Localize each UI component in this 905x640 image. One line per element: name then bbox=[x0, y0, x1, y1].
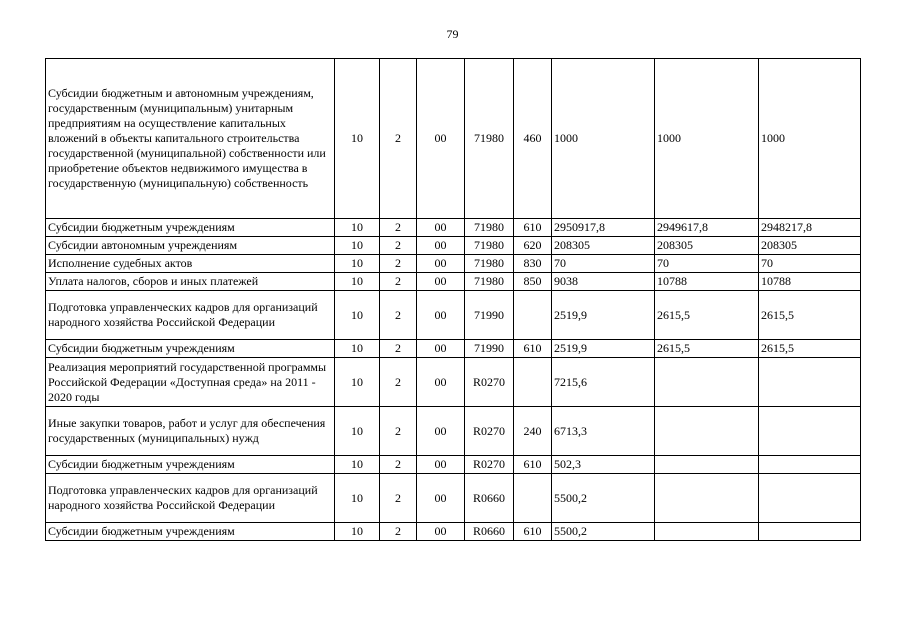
table-row bbox=[46, 255, 861, 273]
row-name: Субсидии бюджетным учреждениям bbox=[46, 456, 335, 474]
program-code: 00 bbox=[417, 358, 465, 407]
amount-year-1: 2519,9 bbox=[552, 291, 655, 340]
amount-year-2: 10788 bbox=[655, 273, 759, 291]
row-name: Подготовка управленческих кадров для организаций народного хозяйства Российской Федерации bbox=[46, 474, 335, 523]
amount-year-3 bbox=[759, 474, 861, 523]
row-name: Исполнение судебных актов bbox=[46, 255, 335, 273]
amount-year-1: 5500,2 bbox=[552, 474, 655, 523]
section-code: 10 bbox=[335, 407, 380, 456]
amount-year-1: 9038 bbox=[552, 273, 655, 291]
subsection-code: 2 bbox=[380, 340, 417, 358]
expense-type-code: 460 bbox=[514, 59, 552, 219]
section-code: 10 bbox=[335, 273, 380, 291]
amount-year-2: 208305 bbox=[655, 237, 759, 255]
program-code: 00 bbox=[417, 474, 465, 523]
program-code: 00 bbox=[417, 407, 465, 456]
amount-year-2 bbox=[655, 358, 759, 407]
amount-year-1: 208305 bbox=[552, 237, 655, 255]
amount-year-2: 2615,5 bbox=[655, 340, 759, 358]
amount-year-3: 2615,5 bbox=[759, 291, 861, 340]
program-code: 00 bbox=[417, 340, 465, 358]
subsection-code: 2 bbox=[380, 474, 417, 523]
table-row bbox=[46, 456, 861, 474]
amount-year-2 bbox=[655, 523, 759, 541]
amount-year-3: 10788 bbox=[759, 273, 861, 291]
section-code: 10 bbox=[335, 237, 380, 255]
amount-year-3 bbox=[759, 407, 861, 456]
amount-year-3: 70 bbox=[759, 255, 861, 273]
subsection-code: 2 bbox=[380, 358, 417, 407]
subsection-code: 2 bbox=[380, 523, 417, 541]
amount-year-3: 208305 bbox=[759, 237, 861, 255]
amount-year-1: 7215,6 bbox=[552, 358, 655, 407]
budget-table bbox=[45, 58, 861, 541]
table-row bbox=[46, 474, 861, 523]
amount-year-2 bbox=[655, 407, 759, 456]
table-row bbox=[46, 358, 861, 407]
amount-year-1: 2519,9 bbox=[552, 340, 655, 358]
target-article-code: 71980 bbox=[465, 59, 514, 219]
amount-year-2: 70 bbox=[655, 255, 759, 273]
subsection-code: 2 bbox=[380, 219, 417, 237]
table-row bbox=[46, 59, 861, 219]
target-article-code: 71980 bbox=[465, 255, 514, 273]
amount-year-3: 1000 bbox=[759, 59, 861, 219]
section-code: 10 bbox=[335, 59, 380, 219]
target-article-code: 71990 bbox=[465, 340, 514, 358]
expense-type-code: 830 bbox=[514, 255, 552, 273]
table-row bbox=[46, 273, 861, 291]
row-name: Иные закупки товаров, работ и услуг для обеспечения государственных (муниципальных) нужд bbox=[46, 407, 335, 456]
program-code: 00 bbox=[417, 523, 465, 541]
table-row bbox=[46, 523, 861, 541]
section-code: 10 bbox=[335, 474, 380, 523]
section-code: 10 bbox=[335, 291, 380, 340]
expense-type-code: 610 bbox=[514, 340, 552, 358]
section-code: 10 bbox=[335, 358, 380, 407]
program-code: 00 bbox=[417, 291, 465, 340]
target-article-code: R0660 bbox=[465, 474, 514, 523]
amount-year-3 bbox=[759, 358, 861, 407]
subsection-code: 2 bbox=[380, 407, 417, 456]
section-code: 10 bbox=[335, 219, 380, 237]
expense-type-code: 240 bbox=[514, 407, 552, 456]
subsection-code: 2 bbox=[380, 456, 417, 474]
amount-year-2 bbox=[655, 456, 759, 474]
row-name: Субсидии бюджетным учреждениям bbox=[46, 340, 335, 358]
amount-year-1: 70 bbox=[552, 255, 655, 273]
expense-type-code bbox=[514, 474, 552, 523]
program-code: 00 bbox=[417, 456, 465, 474]
amount-year-3: 2615,5 bbox=[759, 340, 861, 358]
target-article-code: 71980 bbox=[465, 273, 514, 291]
section-code: 10 bbox=[335, 456, 380, 474]
table-row bbox=[46, 340, 861, 358]
expense-type-code: 610 bbox=[514, 456, 552, 474]
expense-type-code bbox=[514, 291, 552, 340]
amount-year-2: 2949617,8 bbox=[655, 219, 759, 237]
row-name: Субсидии бюджетным учреждениям bbox=[46, 523, 335, 541]
amount-year-2 bbox=[655, 474, 759, 523]
table-body bbox=[46, 59, 861, 541]
page-number: 79 bbox=[446, 27, 459, 41]
subsection-code: 2 bbox=[380, 237, 417, 255]
subsection-code: 2 bbox=[380, 291, 417, 340]
amount-year-1: 2950917,8 bbox=[552, 219, 655, 237]
target-article-code: R0660 bbox=[465, 523, 514, 541]
target-article-code: R0270 bbox=[465, 456, 514, 474]
section-code: 10 bbox=[335, 523, 380, 541]
expense-type-code: 610 bbox=[514, 219, 552, 237]
target-article-code: R0270 bbox=[465, 358, 514, 407]
target-article-code: 71980 bbox=[465, 219, 514, 237]
subsection-code: 2 bbox=[380, 273, 417, 291]
expense-type-code: 850 bbox=[514, 273, 552, 291]
row-name: Уплата налогов, сборов и иных платежей bbox=[46, 273, 335, 291]
expense-type-code bbox=[514, 358, 552, 407]
subsection-code: 2 bbox=[380, 59, 417, 219]
program-code: 00 bbox=[417, 219, 465, 237]
amount-year-3 bbox=[759, 523, 861, 541]
section-code: 10 bbox=[335, 340, 380, 358]
subsection-code: 2 bbox=[380, 255, 417, 273]
table-row bbox=[46, 407, 861, 456]
amount-year-1: 1000 bbox=[552, 59, 655, 219]
program-code: 00 bbox=[417, 59, 465, 219]
program-code: 00 bbox=[417, 237, 465, 255]
amount-year-3 bbox=[759, 456, 861, 474]
target-article-code: 71990 bbox=[465, 291, 514, 340]
table-row bbox=[46, 237, 861, 255]
section-code: 10 bbox=[335, 255, 380, 273]
amount-year-2: 2615,5 bbox=[655, 291, 759, 340]
amount-year-3: 2948217,8 bbox=[759, 219, 861, 237]
table-row bbox=[46, 219, 861, 237]
program-code: 00 bbox=[417, 255, 465, 273]
amount-year-2: 1000 bbox=[655, 59, 759, 219]
row-name: Субсидии бюджетным и автономным учреждениям, государственным (муниципальным) унитарным предприятиям на осуществление капитальных вложений в объекты капитального строительства государственной (муниципальной) собственности или приобретение объектов недвижимого имущества в государственную (муниципальную) собственность bbox=[46, 59, 335, 219]
target-article-code: R0270 bbox=[465, 407, 514, 456]
row-name: Подготовка управленческих кадров для организаций народного хозяйства Российской Федерации bbox=[46, 291, 335, 340]
amount-year-1: 5500,2 bbox=[552, 523, 655, 541]
amount-year-1: 502,3 bbox=[552, 456, 655, 474]
target-article-code: 71980 bbox=[465, 237, 514, 255]
amount-year-1: 6713,3 bbox=[552, 407, 655, 456]
row-name: Субсидии бюджетным учреждениям bbox=[46, 219, 335, 237]
table-row bbox=[46, 291, 861, 340]
expense-type-code: 620 bbox=[514, 237, 552, 255]
row-name: Субсидии автономным учреждениям bbox=[46, 237, 335, 255]
program-code: 00 bbox=[417, 273, 465, 291]
expense-type-code: 610 bbox=[514, 523, 552, 541]
row-name: Реализация мероприятий государственной программы Российской Федерации «Доступная среда» на 2011 - 2020 годы bbox=[46, 358, 335, 407]
